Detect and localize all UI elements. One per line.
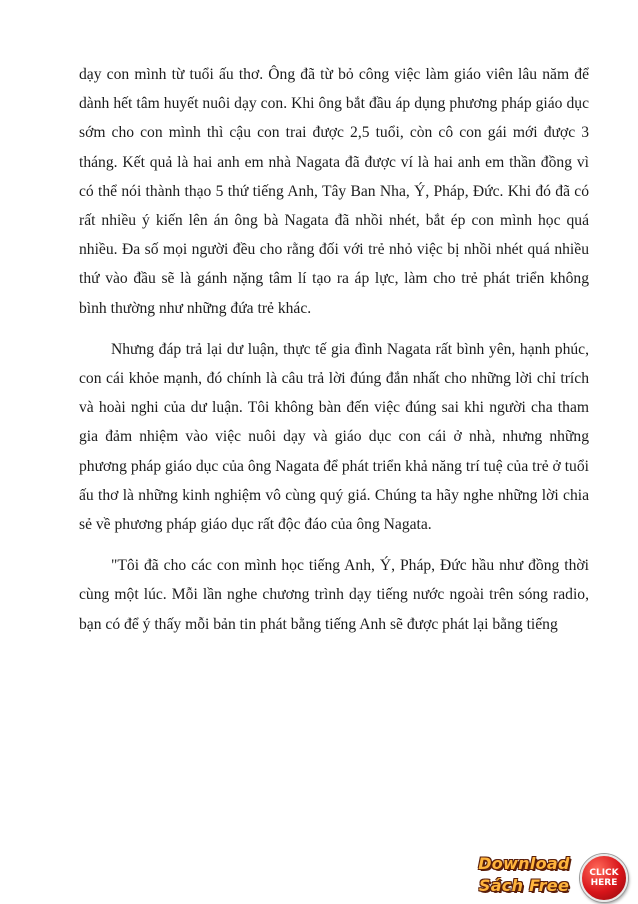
download-label: Download	[478, 854, 570, 873]
download-badge[interactable]	[472, 852, 632, 902]
body-text	[79, 60, 589, 651]
click-text: CLICK	[589, 868, 619, 878]
paragraph-1: dạy con mình từ tuổi ấu thơ. Ông đã từ bỏ công việc làm giáo viên lâu năm để dành hết tâm huyết nuôi dạy con. Khi ông bắt đầu áp dụng phương pháp giáo dục sớm cho con mình thì cậu con trai được 2,5 tuổi, còn cô con gái mới được 3 tháng. Kết quả là hai anh em nhà Nagata đã được ví là hai anh em thần đồng vì có thể nói thành thạo 5 thứ tiếng Anh, Tây Ban Nha, Ý, Pháp, Đức. Khi đó đã có rất nhiều ý kiến lên án ông bà Nagata đã nhồi nhét, bắt ép con mình học quá nhiều. Đa số mọi người đều cho rằng đối với trẻ nhỏ việc bị nhồi nhét quá nhiều thứ vào đầu sẽ là gánh nặng tâm lí tạo ra áp lực, làm cho trẻ phát triển không bình thường như những đứa trẻ khác.	[79, 66, 589, 317]
here-text: HERE	[590, 878, 618, 888]
paragraph-2: Nhưng đáp trả lại dư luận, thực tế gia đình Nagata rất bình yên, hạnh phúc, con cái khỏe mạnh, đó chính là câu trả lời đúng đắn nhất cho những lời chỉ trích và hoài nghi của dư luận. Tôi không bàn đến việc đúng sai khi người cha tham gia đảm nhiệm vào việc nuôi dạy và giáo dục con cái ở nhà, nhưng những phương pháp giáo dục của ông Nagata để phát triển khả năng trí tuệ của trẻ ở tuổi ấu thơ là những kinh nghiệm vô cùng quý giá. Chúng ta hãy nghe những lời chia sẻ về phương pháp giáo dục rất độc đáo của ông Nagata.	[79, 340, 589, 534]
click-here-button[interactable]	[580, 854, 628, 902]
free-books-label: Sách Free	[478, 876, 570, 895]
paragraph-3: "Tôi đã cho các con mình học tiếng Anh, Ý, Pháp, Đức hầu như đồng thời cùng một lúc. Mỗi lần nghe chương trình dạy tiếng nước ngoài trên sóng radio, bạn có để ý thấy mỗi bản tin phát bằng tiếng Anh sẽ được phát lại bằng tiếng	[79, 557, 589, 633]
